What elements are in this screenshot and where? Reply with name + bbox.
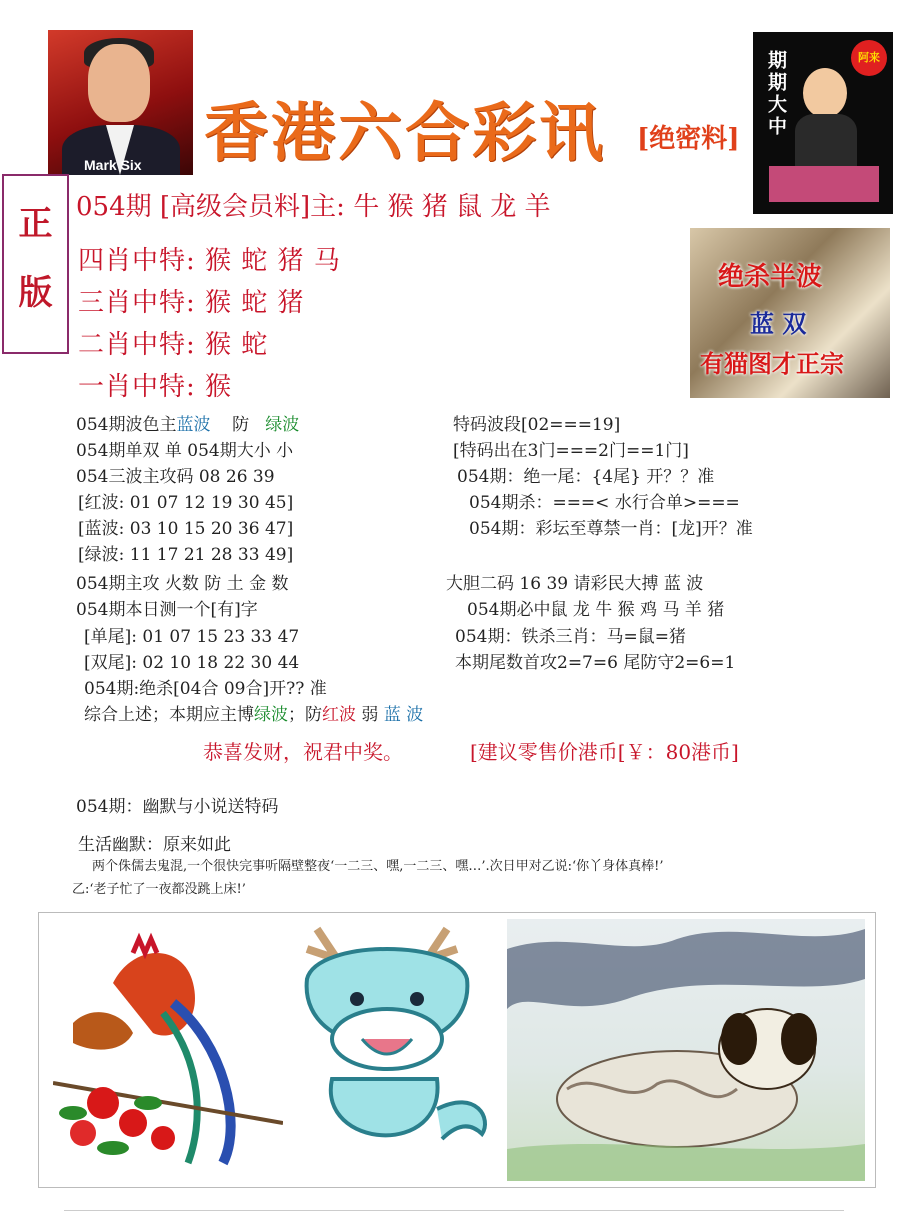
summary-red: 红波 (322, 705, 356, 725)
summary-c: 弱 (356, 705, 379, 725)
segment-line: 特码波段[02===19] (453, 415, 621, 435)
double-tail-line: [双尾]: 02 10 18 22 30 44 (84, 653, 300, 673)
mascot-badge: 阿来 (851, 40, 887, 76)
authentic-badge-char-2: 版 (18, 273, 53, 313)
humor-subtitle: 生活幽默：原来如此 (78, 835, 231, 855)
single-double-line: 054期单双 单 054期大小 小 (76, 441, 294, 461)
mark-six-logo: Mark Six (84, 157, 142, 173)
cat-image-text-genuine: 有猫图才正宗 (700, 350, 844, 378)
cat-image-text-kill: 绝杀半波 (718, 262, 823, 292)
premium-line: 054期 [高级会员料]主: 牛 猴 猪 鼠 龙 羊 (76, 192, 551, 222)
four-zodiac-line: 四肖中特: 猴 蛇 猪 马 (78, 246, 341, 276)
bottom-divider (64, 1210, 844, 1211)
two-zodiac-line: 二肖中特: 猴 蛇 (78, 330, 269, 360)
page-title: 香港六合彩讯 (204, 97, 606, 171)
retail-price-line: [建议零售价港币[￥：80港币] (470, 740, 739, 764)
single-tail-line: [单尾]: 01 07 15 23 33 47 (84, 627, 300, 647)
humor-story-2: 乙:‘老子忙了一夜都没跳上床!’ (72, 882, 246, 897)
daily-guess-line: 054期本日测一个[有]字 (76, 600, 258, 620)
mascot-table (769, 166, 879, 202)
wave-prefix: 054期波色主 (76, 415, 177, 435)
host-photo (48, 30, 193, 175)
forbidden-line: 054期：彩坛至尊禁一肖：[龙]开？准 (469, 519, 753, 539)
kill-line: 054期:绝杀[04合 09合]开?? 准 (84, 679, 327, 699)
bold-two-line: 大胆二码 16 39 请彩民大搏 蓝 波 (446, 574, 704, 594)
mascot-head (803, 68, 847, 118)
dog-illustration (507, 919, 865, 1181)
summary-green: 绿波 (254, 705, 288, 725)
tail-kill-line: 054期：绝一尾：{4尾} 开？？准 (457, 467, 715, 487)
must-win-line: 054期必中鼠 龙 牛 猴 鸡 马 羊 猪 (467, 600, 725, 620)
three-zodiac-line: 三肖中特: 猴 蛇 猪 (78, 288, 305, 318)
summary-line (84, 700, 423, 725)
rooster-illustration (53, 923, 283, 1173)
cat-image (690, 228, 890, 398)
wave-color-line (76, 410, 299, 435)
dragon-illustration (277, 919, 497, 1179)
mascot-body (795, 114, 857, 172)
three-wave-line: 054三波主攻码 08 26 39 (76, 467, 275, 487)
iron-kill-line: 054期：铁杀三肖：马=鼠=猪 (455, 627, 686, 647)
summary-b: ；防 (288, 705, 322, 725)
congrats-line: 恭喜发财，祝君中奖。 (203, 740, 403, 764)
main-attack-line: 054期主攻 火数 防 土 金 数 (76, 574, 289, 594)
wave-main: 蓝波 (176, 415, 211, 435)
host-face (88, 44, 150, 122)
zodiac-illustrations (38, 912, 876, 1188)
element-kill-line: 054期杀：===< 水行合单>=== (469, 493, 740, 513)
green-wave-line: [绿波: 11 17 21 28 33 49] (78, 545, 294, 565)
wave-guard: 绿波 (265, 415, 300, 435)
summary-blue: 蓝 波 (383, 705, 424, 725)
authentic-badge (2, 174, 69, 354)
wave-mid: 防 (232, 415, 250, 435)
mascot-slogan: 期期大中 (765, 50, 787, 138)
summary-a: 综合上述；本期应主博 (84, 705, 254, 725)
red-wave-line: [红波: 01 07 12 19 30 45] (78, 493, 294, 513)
cat-image-text-blue: 蓝 双 (750, 310, 807, 338)
tail-attack-line: 本期尾数首攻2=7=6 尾防守2=6=1 (455, 653, 736, 673)
authentic-badge-char-1: 正 (18, 204, 53, 244)
mascot-photo (753, 32, 893, 214)
blue-wave-line: [蓝波: 03 10 15 20 36 47] (78, 519, 294, 539)
door-line: [特码出在3门===2门==1门] (453, 441, 689, 461)
humor-title: 054期：幽默与小说送特码 (76, 797, 279, 817)
one-zodiac-line: 一肖中特: 猴 (78, 372, 233, 402)
humor-story-1: 两个侏儒去鬼混,一个很快完事听隔壁整夜‘一二三、嘿,一二三、嘿…’.次日甲对乙说:‘你丫身体真棒!’ (92, 859, 664, 874)
page-subtitle: [绝密料] (637, 124, 740, 154)
